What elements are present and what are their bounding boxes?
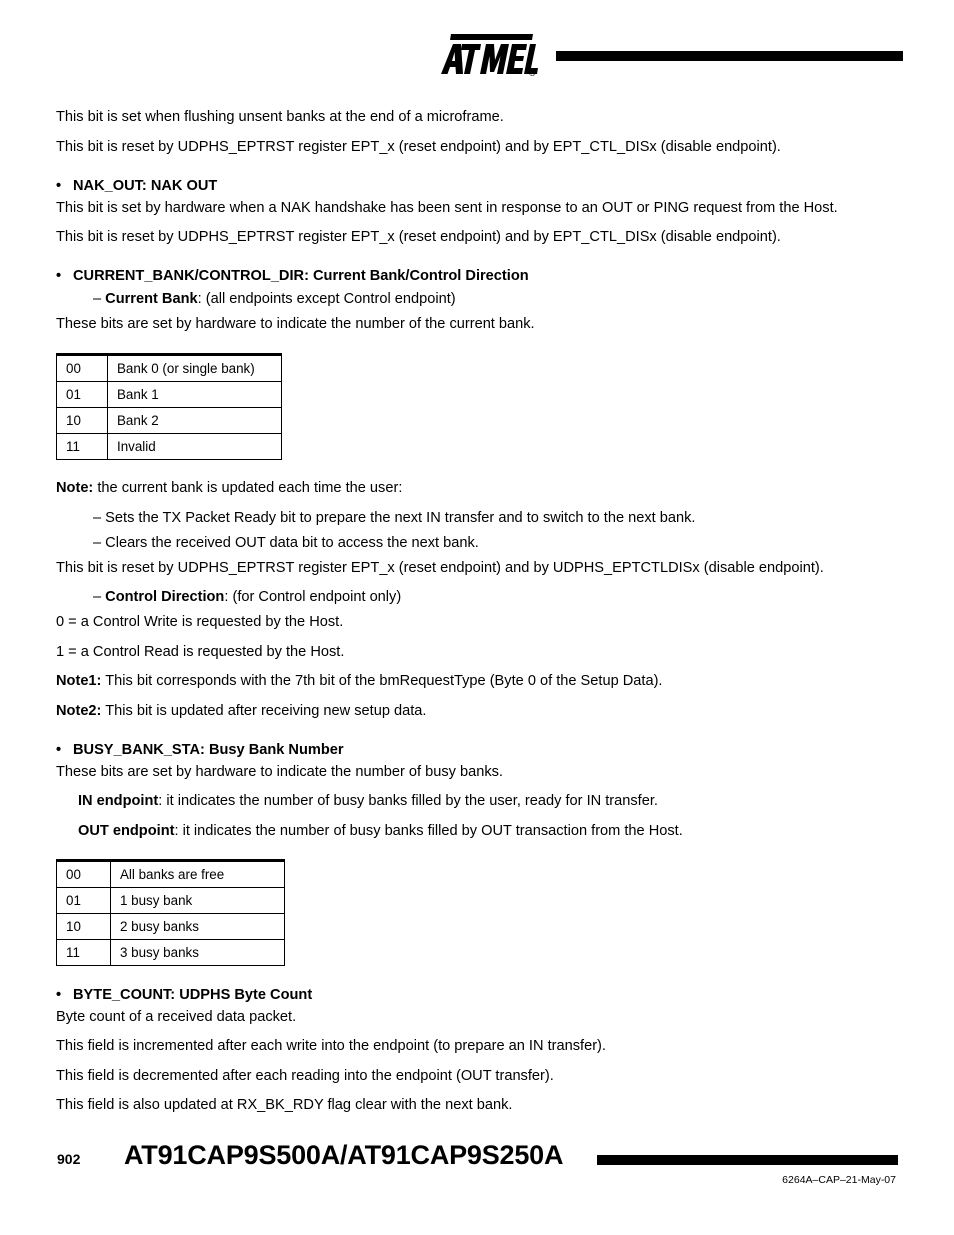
in-endpoint-paragraph	[78, 792, 658, 810]
control-direction-scope: : (for Control endpoint only)	[224, 589, 402, 605]
current-bank-reset-paragraph: This bit is reset by UDPHS_EPTRST register EPT_x (reset endpoint) and by UDPHS_EPTCTLDISx (disable endpoint).	[56, 560, 824, 576]
current-bank-dash-item-1: – Sets the TX Packet Ready bit to prepare the next IN transfer and to switch to the next bank.	[93, 510, 696, 526]
current-bank-note	[56, 479, 402, 497]
out-endpoint-text: : it indicates the number of busy banks filled by OUT transaction from the Host.	[174, 823, 683, 839]
note-text: the current bank is updated each time the user:	[93, 480, 403, 496]
note2-label: Note2:	[56, 703, 102, 719]
atmel-logo	[437, 32, 541, 80]
registered-mark: ®	[529, 68, 536, 78]
table-cell-value: 00	[57, 355, 108, 382]
byte-count-paragraph-3: This field is decremented after each reading into the endpoint (OUT transfer).	[56, 1068, 554, 1084]
table-row	[57, 940, 285, 966]
table-cell-value: 10	[57, 408, 108, 434]
nak-out-paragraph-1: This bit is set by hardware when a NAK handshake has been sent in response to an OUT or PING request from the Host.	[56, 200, 838, 216]
current-bank-heading-text: CURRENT_BANK/CONTROL_DIR: Current Bank/Control Direction	[73, 268, 529, 284]
byte-count-heading: • BYTE_COUNT: UDPHS Byte Count	[56, 987, 313, 1003]
footer-rule	[597, 1155, 898, 1165]
table-row	[57, 914, 285, 940]
table-cell-description: Invalid	[108, 434, 282, 460]
current-bank-dash-item-2: – Clears the received OUT data bit to access the next bank.	[93, 535, 479, 551]
table-row	[57, 861, 285, 888]
nak-out-heading-text: NAK_OUT: NAK OUT	[73, 178, 218, 194]
page-number: 902	[57, 1151, 81, 1167]
busy-bank-paragraph: These bits are set by hardware to indicate the number of busy banks.	[56, 764, 503, 780]
out-endpoint-paragraph	[78, 822, 683, 840]
document-code: 6264A–CAP–21-May-07	[782, 1174, 896, 1186]
current-bank-label: Current Bank	[105, 291, 198, 307]
current-bank-paragraph: These bits are set by hardware to indicate the number of the current bank.	[56, 316, 535, 332]
busy-bank-table	[56, 859, 285, 966]
note1-label: Note1:	[56, 673, 102, 689]
control-write-line: 0 = a Control Write is requested by the Host.	[56, 614, 344, 630]
table-row	[57, 355, 282, 382]
table-cell-description: All banks are free	[111, 861, 285, 888]
byte-count-paragraph-2: This field is incremented after each write into the endpoint (to prepare an IN transfer).	[56, 1038, 606, 1054]
byte-count-paragraph-1: Byte count of a received data packet.	[56, 1009, 297, 1025]
nak-out-heading: • NAK_OUT: NAK OUT	[56, 178, 218, 194]
busy-bank-heading-text: BUSY_BANK_STA: Busy Bank Number	[73, 742, 344, 758]
control-read-line: 1 = a Control Read is requested by the Host.	[56, 644, 345, 660]
busy-bank-heading: • BUSY_BANK_STA: Busy Bank Number	[56, 742, 344, 758]
out-endpoint-label: OUT endpoint	[78, 823, 175, 839]
table-cell-value: 00	[57, 861, 111, 888]
in-endpoint-label: IN endpoint	[78, 793, 159, 809]
note-label: Note:	[56, 480, 94, 496]
control-direction-subheading	[93, 588, 401, 606]
table-row	[57, 434, 282, 460]
dash: –	[93, 291, 106, 307]
table-cell-value: 10	[57, 914, 111, 940]
table-cell-value: 11	[57, 940, 111, 966]
intro-paragraph-1: This bit is set when flushing unsent banks at the end of a microframe.	[56, 109, 504, 125]
current-bank-scope: : (all endpoints except Control endpoint)	[197, 291, 456, 307]
current-bank-table	[56, 353, 282, 460]
document-title: AT91CAP9S500A/AT91CAP9S250A	[124, 1140, 564, 1170]
table-cell-value: 01	[57, 382, 108, 408]
table-cell-description: Bank 1	[108, 382, 282, 408]
in-endpoint-text: : it indicates the number of busy banks filled by the user, ready for IN transfer.	[158, 793, 658, 809]
table-row	[57, 888, 285, 914]
table-cell-value: 11	[57, 434, 108, 460]
dash: –	[93, 589, 106, 605]
table-cell-description: 1 busy bank	[111, 888, 285, 914]
byte-count-heading-text: BYTE_COUNT: UDPHS Byte Count	[73, 987, 313, 1003]
table-row	[57, 408, 282, 434]
current-bank-subheading	[93, 290, 456, 308]
table-cell-description: 3 busy banks	[111, 940, 285, 966]
header-rule	[556, 51, 903, 61]
note1-paragraph	[56, 672, 663, 690]
note1-text: This bit corresponds with the 7th bit of the bmRequestType (Byte 0 of the Setup Data).	[101, 673, 663, 689]
current-bank-heading: • CURRENT_BANK/CONTROL_DIR: Current Bank/Control Direction	[56, 268, 529, 284]
table-cell-description: 2 busy banks	[111, 914, 285, 940]
nak-out-paragraph-2: This bit is reset by UDPHS_EPTRST register EPT_x (reset endpoint) and by EPT_CTL_DISx (disable endpoint).	[56, 229, 781, 245]
note2-text: This bit is updated after receiving new setup data.	[101, 703, 427, 719]
note2-paragraph	[56, 702, 426, 720]
table-cell-description: Bank 0 (or single bank)	[108, 355, 282, 382]
table-cell-value: 01	[57, 888, 111, 914]
control-direction-label: Control Direction	[105, 589, 225, 605]
table-cell-description: Bank 2	[108, 408, 282, 434]
intro-paragraph-2: This bit is reset by UDPHS_EPTRST register EPT_x (reset endpoint) and by EPT_CTL_DISx (disable endpoint).	[56, 139, 781, 155]
byte-count-paragraph-4: This field is also updated at RX_BK_RDY flag clear with the next bank.	[56, 1097, 513, 1113]
table-row	[57, 382, 282, 408]
